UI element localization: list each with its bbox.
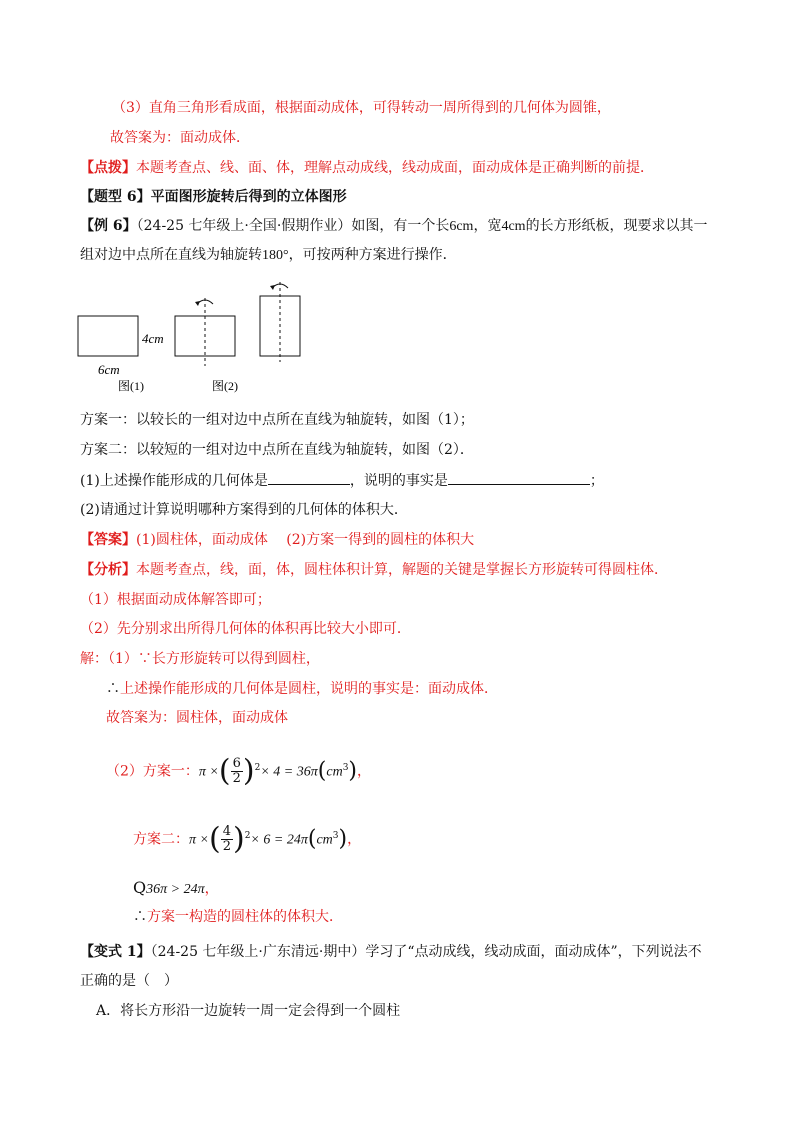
variant-option-a[interactable]: A．将长方形沿一边旋转一周一定会得到一个圆柱 bbox=[96, 1003, 401, 1019]
formula-plan1-end: ， bbox=[357, 763, 372, 780]
example-length: 6cm bbox=[449, 219, 474, 234]
figure1-caption: 图(1) bbox=[118, 379, 144, 393]
because-symbol: Q bbox=[133, 878, 147, 897]
comparison-text: 36π > 24π bbox=[146, 882, 205, 897]
variant-line2: 正确的是（ ） bbox=[80, 973, 178, 989]
analysis-step1: （1）根据面动成体解答即可； bbox=[80, 592, 271, 608]
therefore-symbol-2: ∴ bbox=[133, 909, 147, 925]
analysis-label: 【分析】 bbox=[80, 562, 136, 578]
solution-head: 解：（1）∵ bbox=[80, 651, 152, 667]
conclusion-text: 方案一构造的圆柱体的体积大． bbox=[147, 909, 343, 925]
question-1-blank-fact[interactable] bbox=[448, 470, 590, 485]
example-angle: 180° bbox=[262, 248, 289, 263]
question-2: (2)请通过计算说明哪种方案得到的几何体的体积大． bbox=[80, 502, 408, 518]
prev-answer: 故答案为：面动成体． bbox=[110, 130, 250, 146]
formula-plan1-pi: π × bbox=[198, 764, 219, 780]
formula-plan2-end: ， bbox=[347, 831, 362, 848]
figure2-caption: 图(2) bbox=[212, 379, 238, 393]
tip-line bbox=[80, 158, 654, 178]
figure3-arrowhead bbox=[270, 285, 275, 290]
formula-plan2-power: 2 bbox=[244, 831, 251, 841]
solution-line1 bbox=[80, 649, 320, 669]
analysis-line bbox=[80, 560, 668, 580]
formula-plan2-pi: π × bbox=[189, 832, 209, 848]
example-line2 bbox=[80, 245, 457, 266]
example-label: 【例 6】 bbox=[80, 218, 137, 234]
answer-line bbox=[80, 530, 474, 550]
solution-line2 bbox=[106, 679, 498, 699]
example-line2-b: ，可按两种方案进行操作． bbox=[288, 247, 457, 263]
answer-label: 【答案】 bbox=[80, 532, 136, 548]
question-1-blank-shape[interactable] bbox=[268, 470, 350, 485]
formula-plan1-rest: × 4 = 36π bbox=[260, 764, 318, 780]
formula-plan2-fraction: $\frac{4}{2}$ bbox=[222, 824, 231, 855]
example-text-b: ，宽 bbox=[473, 218, 502, 234]
plan-one: 方案一：以较长的一组对边中点所在直线为轴旋转，如图（1）； bbox=[80, 412, 474, 428]
question-1-b: ，说明的事实是 bbox=[349, 473, 448, 489]
tip-text: 本题考查点、线、面、体，理解点动成线，线动成面，面动成体是正确判断的前提． bbox=[136, 160, 654, 176]
solution-line3: 故答案为：圆柱体，面动成体 bbox=[106, 710, 288, 726]
variant-text-a: （24-25 七年级上·广东清远·期中）学习了“点动成线，线动成面，面动成体”，下列说法不 bbox=[150, 944, 702, 960]
solution-step2: 上述操作能形成的几何体是圆柱，说明的事实是：面动成体． bbox=[120, 681, 498, 697]
analysis-step2: （2）先分别求出所得几何体的体积再比较大小即可． bbox=[80, 621, 411, 637]
plan-two: 方案二：以较短的一组对边中点所在直线为轴旋转，如图（2）． bbox=[80, 442, 474, 458]
question-1-c: ； bbox=[589, 473, 604, 489]
formula-plan1: （2）方案一：π ×( $\frac{6}{2}$ )$^2\times 4 = 36\pi(cm^3)$， bbox=[106, 753, 372, 789]
example-line1 bbox=[80, 216, 708, 237]
analysis-text: 本题考查点，线，面，体，圆柱体积计算，解题的关键是掌握长方形旋转可得圆柱体． bbox=[136, 562, 668, 578]
formula-plan2: 方案二：π ×( $\frac{4}{2}$ )$^2\times 6 = 24\pi(cm^3)$， bbox=[133, 821, 362, 857]
figure1-rectangle bbox=[78, 316, 138, 356]
example-text-a: 如图，有一个长 bbox=[351, 218, 450, 234]
formula-plan2-rest: × 6 = 24π bbox=[250, 832, 308, 848]
answer-text: (1)圆柱体，面动成体 (2)方案一得到的圆柱的体积大 bbox=[136, 532, 475, 548]
formula-plan1-fraction: $\frac{6}{2}$ bbox=[232, 756, 241, 787]
question-1-a: (1)上述操作能形成的几何体是 bbox=[80, 473, 268, 489]
formula-plan2-label: 方案二： bbox=[133, 831, 189, 848]
formula-plan2-unit: cm bbox=[316, 832, 333, 848]
therefore-symbol: ∴ bbox=[106, 681, 120, 697]
figure1-width-label: 4cm bbox=[142, 331, 164, 346]
variant-line1 bbox=[80, 942, 702, 962]
solution-step1: 长方形旋转可以得到圆柱， bbox=[151, 651, 320, 667]
example-text-c: 的长方形纸板，现要求以其一 bbox=[525, 218, 708, 234]
comparison-line: Q36π > 24π， bbox=[133, 878, 219, 897]
formula-plan1-power: 2 bbox=[254, 763, 261, 773]
variant-label: 【变式 1】 bbox=[80, 944, 151, 960]
question-1 bbox=[80, 470, 604, 491]
prev-step3: （3）直角三角形看成面，根据面动成体，可得转动一周所得到的几何体为圆锥， bbox=[112, 100, 611, 116]
section-title: 【题型 6】平面图形旋转后得到的立体图形 bbox=[80, 189, 347, 205]
example-source: （24-25 七年级上·全国·假期作业） bbox=[136, 218, 352, 234]
conclusion-line bbox=[133, 907, 343, 927]
figure1-length-label: 6cm bbox=[98, 362, 120, 377]
formula-plan1-unit: cm bbox=[326, 764, 343, 780]
tip-label: 【点拨】 bbox=[80, 160, 136, 176]
figure2-arrowhead bbox=[195, 301, 200, 306]
rectangle-figure bbox=[70, 280, 320, 400]
example-line2-a: 组对边中点所在直线为轴旋转 bbox=[80, 247, 262, 263]
formula-plan1-label: （2）方案一： bbox=[106, 763, 199, 780]
example-width: 4cm bbox=[501, 219, 526, 234]
